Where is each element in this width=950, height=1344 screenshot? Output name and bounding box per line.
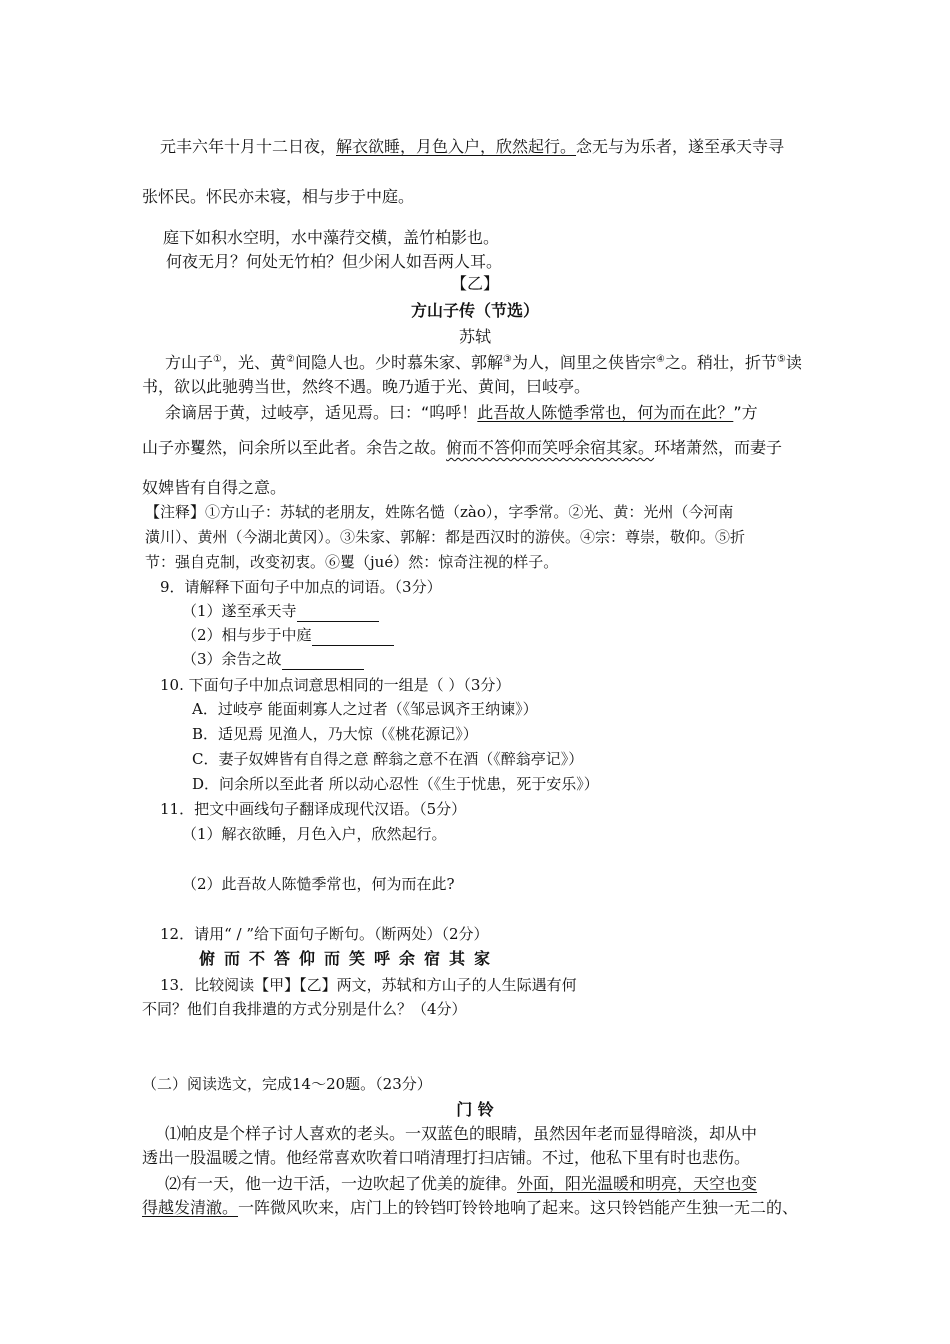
- jia-line-1: 元丰六年十月十二日夜，解衣欲睡，月色入户，欣然起行。念无与为乐者，遂至承天寺寻: [160, 137, 785, 156]
- part-2-title: 门 铃: [456, 1100, 494, 1119]
- underlined-sentence-2: 此吾故人陈慥季常也，何为而在此？: [477, 403, 734, 422]
- question-9-item-2: （2）相与步于中庭: [182, 624, 394, 646]
- question-10: 10. 下面句子中加点词意思相同的一组是（ ）（3分）: [160, 676, 511, 694]
- question-10-option-b: B．适见焉 见渔人，乃大惊（《桃花源记》）: [192, 725, 478, 743]
- notes-line-3: 节：强自克制，改变初衷。⑥矍（jué）然：惊奇注视的样子。: [145, 553, 559, 571]
- question-10-option-a: A．过岐亭 能面刺寡人之过者（《邹忌讽齐王纳谏》）: [192, 700, 538, 718]
- yi-para-1-line-1: 方山子①，光、黄②间隐人也。少时慕朱家、郭解③为人，闾里之侠皆宗④之。稍壮，折节⑤读: [165, 353, 802, 372]
- part-2-intro: （二）阅读选文，完成14～20题。（23分）: [142, 1075, 432, 1093]
- wavy-underlined-sentence: 俯而不答仰而笑呼余宿其家。: [446, 438, 655, 457]
- question-13-line-2: 不同？他们自我排遣的方式分别是什么？（4分）: [142, 1000, 467, 1018]
- underlined-sentence-1: 解衣欲睡，月色入户，欣然起行。: [336, 137, 577, 156]
- jia-line-4: 何夜无月？何处无竹柏？但少闲人如吾两人耳。: [166, 252, 503, 271]
- question-11-item-2: （2）此吾故人陈慥季常也，何为而在此?: [182, 875, 455, 893]
- question-12: 12．请用“ / ”给下面句子断句。（断两处）（2分）: [160, 925, 489, 943]
- part-2-para-1-line-2: 透出一股温暖之情。他经常喜欢吹着口哨清理打扫店铺。不过，他私下里有时也悲伤。: [142, 1148, 751, 1167]
- yi-para-2-line-2: 山子亦矍然，问余所以至此者。余告之故。俯而不答仰而笑呼余宿其家。环堵萧然，而妻子: [142, 438, 783, 457]
- yi-para-2-line-3: 奴婢皆有自得之意。: [142, 478, 287, 497]
- question-9: 9．请解释下面句子中加点的词语。（3分）: [160, 578, 442, 596]
- yi-author: 苏轼: [458, 327, 491, 346]
- question-11: 11．把文中画线句子翻译成现代汉语。（5分）: [160, 800, 467, 818]
- answer-blank[interactable]: [312, 629, 394, 646]
- question-11-item-1: （1）解衣欲睡，月色入户，欣然起行。: [182, 825, 447, 843]
- question-12-sentence: 俯而不答仰而笑呼余宿其家: [199, 949, 500, 968]
- jia-line-2: 张怀民。怀民亦未寝，相与步于中庭。: [142, 187, 415, 206]
- notes-line-1: 【注释】①方山子：苏轼的老朋友，姓陈名慥（zào），字季常。②光、黄：光州（今河南: [145, 503, 734, 521]
- underlined-sentence-3-end: 得越发清澈。: [142, 1198, 239, 1217]
- underlined-sentence-3: 外面，阳光温暖和明亮，天空也变: [517, 1174, 758, 1193]
- part-2-para-1-line-1: ⑴帕皮是个样子讨人喜欢的老头。一双蓝色的眼睛，虽然因年老而显得暗淡，却从中: [165, 1124, 758, 1143]
- yi-tag: 【乙】: [450, 274, 499, 293]
- part-2-para-2-line-1: ⑵有一天，他一边干活，一边吹起了优美的旋律。外面，阳光温暖和明亮，天空也变: [165, 1174, 758, 1193]
- question-10-option-d: D．问余所以至此者 所以动心忍性（《生于忧患，死于安乐》）: [192, 775, 599, 793]
- jia-line-3: 庭下如积水空明，水中藻荇交横，盖竹柏影也。: [163, 228, 500, 247]
- question-10-option-c: C．妻子奴婢皆有自得之意 醉翁之意不在酒（《醉翁亭记》）: [192, 750, 584, 768]
- yi-para-1-line-2: 书，欲以此驰骋当世，然终不遇。晚乃遁于光、黄间，曰岐亭。: [142, 377, 591, 396]
- question-9-item-1: （1）遂至承天寺: [182, 600, 379, 622]
- answer-blank[interactable]: [282, 653, 364, 670]
- yi-title: 方山子传（节选）: [410, 301, 539, 320]
- notes-line-2: 潢川）、黄州（今湖北黄冈）。③朱家、郭解：都是西汉时的游侠。④宗：尊崇，敬仰。⑤折: [145, 528, 746, 546]
- yi-para-2-line-1: 余谪居于黄，过岐亭，适见焉。曰：“呜呼！此吾故人陈慥季常也，何为而在此？”方: [165, 403, 758, 422]
- answer-blank[interactable]: [297, 605, 379, 622]
- question-13: 13．比较阅读【甲】【乙】两文，苏轼和方山子的人生际遇有何: [160, 976, 577, 994]
- part-2-para-2-line-2: 得越发清澈。一阵微风吹来，店门上的铃铛叮铃铃地响了起来。这只铃铛能产生独一无二的、: [142, 1198, 799, 1217]
- question-9-item-3: （3）余告之故: [182, 648, 364, 670]
